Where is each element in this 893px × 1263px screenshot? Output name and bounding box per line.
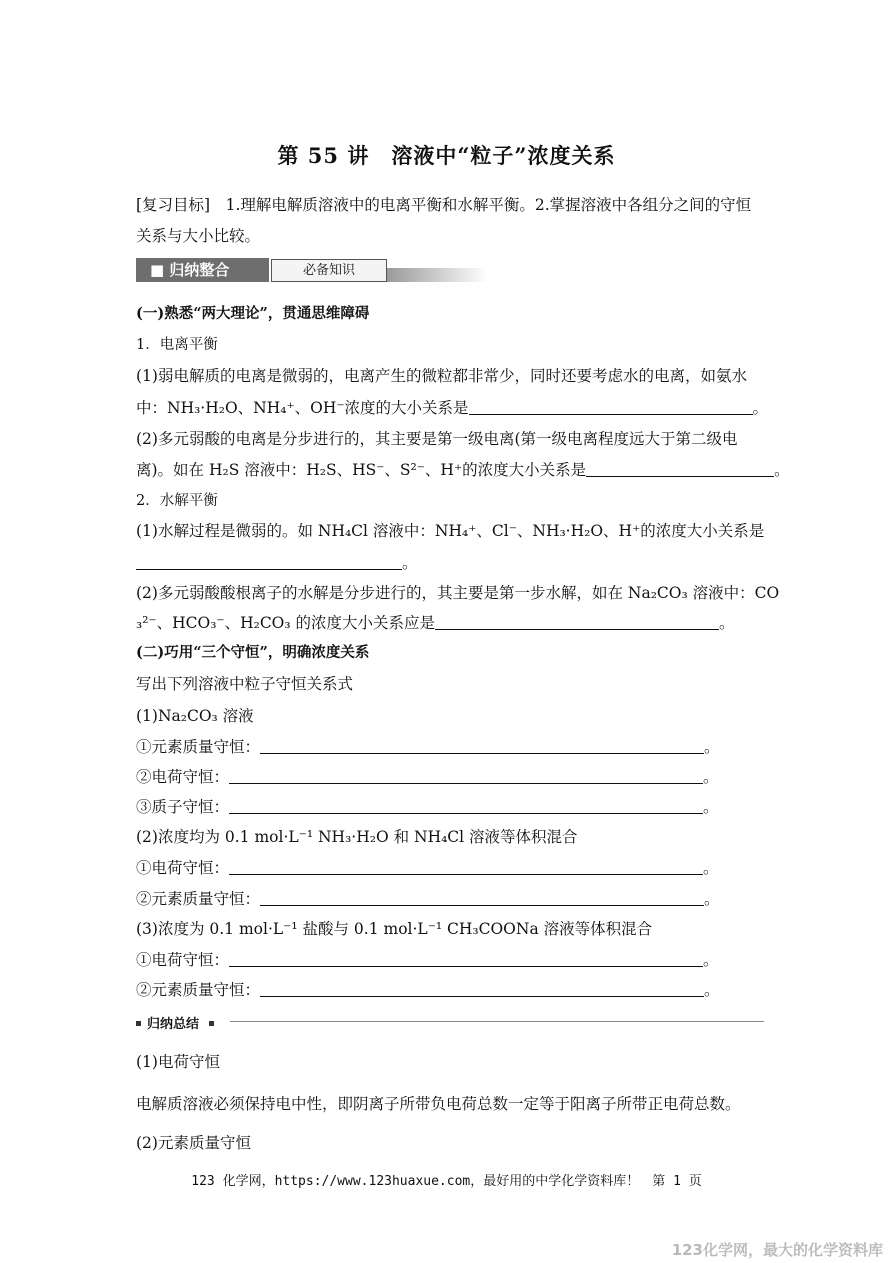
item-label: ①电荷守恒： <box>136 951 230 969</box>
period: 。 <box>402 554 418 572</box>
answer-blank <box>229 769 703 784</box>
answer-blank <box>435 615 719 630</box>
ionization-paragraph-line1: (1)弱电解质的电离是微弱的，电离产生的微粒都非常少，同时还要考虑水的电离，如氨水 <box>136 367 747 385</box>
carbonate-question-text: ₃²⁻、HCO₃⁻、H₂CO₃ 的浓度大小关系应是 <box>136 614 436 632</box>
summary-heading-mass: (2)元素质量守恒 <box>136 1134 251 1152</box>
period: 。 <box>719 614 735 632</box>
question1-title: (1)Na₂CO₃ 溶液 <box>136 707 254 725</box>
section2-heading: (二)巧用“三个守恒”，明确浓度关系 <box>136 644 370 661</box>
section1-subheading-ionization: 1．电离平衡 <box>136 337 218 353</box>
answer-blank <box>229 860 703 875</box>
question2-item-a <box>136 858 719 878</box>
item-label: ②元素质量守恒： <box>136 890 261 908</box>
banner-dark-label: 归纳整合 <box>169 261 230 279</box>
review-goals-line1: [复习目标] 1.理解电解质溶液中的电离平衡和水解平衡。2.掌握溶液中各组分之间的守恒 <box>136 196 752 214</box>
item-label: ①元素质量守恒： <box>136 738 261 756</box>
period: 。 <box>704 738 720 756</box>
question1-item-b <box>136 767 719 787</box>
question3-title: (3)浓度为 0.1 mol·L⁻¹ 盐酸与 0.1 mol·L⁻¹ CH₃COONa 溶液等体积混合 <box>136 920 653 938</box>
section2-intro: 写出下列溶液中粒子守恒关系式 <box>136 675 354 693</box>
answer-blank <box>586 462 774 477</box>
period: 。 <box>774 461 790 479</box>
carbonate-paragraph-line1: (2)多元弱酸酸根离子的水解是分步进行的，其主要是第一步水解，如在 Na₂CO₃ 溶液中：CO <box>136 584 780 602</box>
polyprotic-paragraph-line2 <box>136 460 790 480</box>
answer-blank <box>260 891 704 906</box>
answer-blank <box>260 982 704 997</box>
carbonate-paragraph-line2 <box>136 613 735 633</box>
period: 。 <box>703 859 719 877</box>
review-goals-line2: 关系与大小比较。 <box>136 227 261 245</box>
question1-item-a <box>136 737 720 757</box>
answer-blank <box>260 739 704 754</box>
section1-subheading-hydrolysis: 2．水解平衡 <box>136 493 218 509</box>
period: 。 <box>704 890 720 908</box>
answer-blank <box>469 400 753 415</box>
banner-light-label: 必备知识 <box>271 259 387 282</box>
summary-heading-charge: (1)电荷守恒 <box>136 1053 220 1071</box>
section1-heading: (一)熟悉“两大理论”，贯通思维障碍 <box>136 305 370 322</box>
summary-divider <box>136 1013 764 1032</box>
polyprotic-question-text: 离)。如在 H₂S 溶液中：H₂S、HS⁻、S²⁻、H⁺的浓度大小关系是 <box>136 461 587 479</box>
answer-blank <box>229 952 703 967</box>
summary-charge-paragraph: 电解质溶液必须保持电中性，即阴离子所带负电荷总数一定等于阳离子所带正电荷总数。 <box>136 1095 741 1113</box>
square-bullet-icon <box>136 1021 141 1026</box>
hydrolysis-paragraph-line2 <box>136 553 418 573</box>
period: 。 <box>703 951 719 969</box>
question2-title: (2)浓度均为 0.1 mol·L⁻¹ NH₃·H₂O 和 NH₄Cl 溶液等体积混合 <box>136 828 578 846</box>
item-label: ①电荷守恒： <box>136 859 230 877</box>
item-label: ②元素质量守恒： <box>136 981 261 999</box>
item-label: ③质子守恒： <box>136 798 230 816</box>
polyprotic-paragraph-line1: (2)多元弱酸的电离是分步进行的，其主要是第一级电离(第一级电离程度远大于第二级电 <box>136 430 738 448</box>
item-label: ②电荷守恒： <box>136 768 230 786</box>
ionization-question-text: 中：NH₃·H₂O、NH₄⁺、OH⁻浓度的大小关系是 <box>136 399 469 417</box>
watermark: 123化学网，最大的化学资料库 <box>671 1241 883 1259</box>
banner-dark-tab: ■ 归纳整合 <box>136 258 269 282</box>
page-title: 第 55 讲 溶液中“粒子”浓度关系 <box>277 143 616 168</box>
answer-blank <box>136 555 402 570</box>
page-footer: 123 化学网，https://www.123huaxue.com，最好用的中学化学资料库！ 第 1 页 <box>191 1174 702 1189</box>
square-bullet-icon <box>209 1021 214 1026</box>
answer-blank <box>229 799 703 814</box>
question3-item-a <box>136 950 719 970</box>
divider-line <box>230 1021 764 1022</box>
banner-fade-bar <box>387 268 488 282</box>
period: 。 <box>752 399 769 417</box>
period: 。 <box>704 981 720 999</box>
section-banner <box>136 258 488 282</box>
period: 。 <box>703 768 719 786</box>
period: 。 <box>703 798 719 816</box>
question3-item-b <box>136 980 720 1000</box>
hydrolysis-paragraph-line1: (1)水解过程是微弱的。如 NH₄Cl 溶液中：NH₄⁺、Cl⁻、NH₃·H₂O、H⁺的浓度大小关系是 <box>136 522 765 540</box>
ionization-paragraph-line2 <box>136 398 768 418</box>
question1-item-c <box>136 797 719 817</box>
summary-label: 归纳总结 <box>147 1017 200 1032</box>
question2-item-b <box>136 889 720 909</box>
